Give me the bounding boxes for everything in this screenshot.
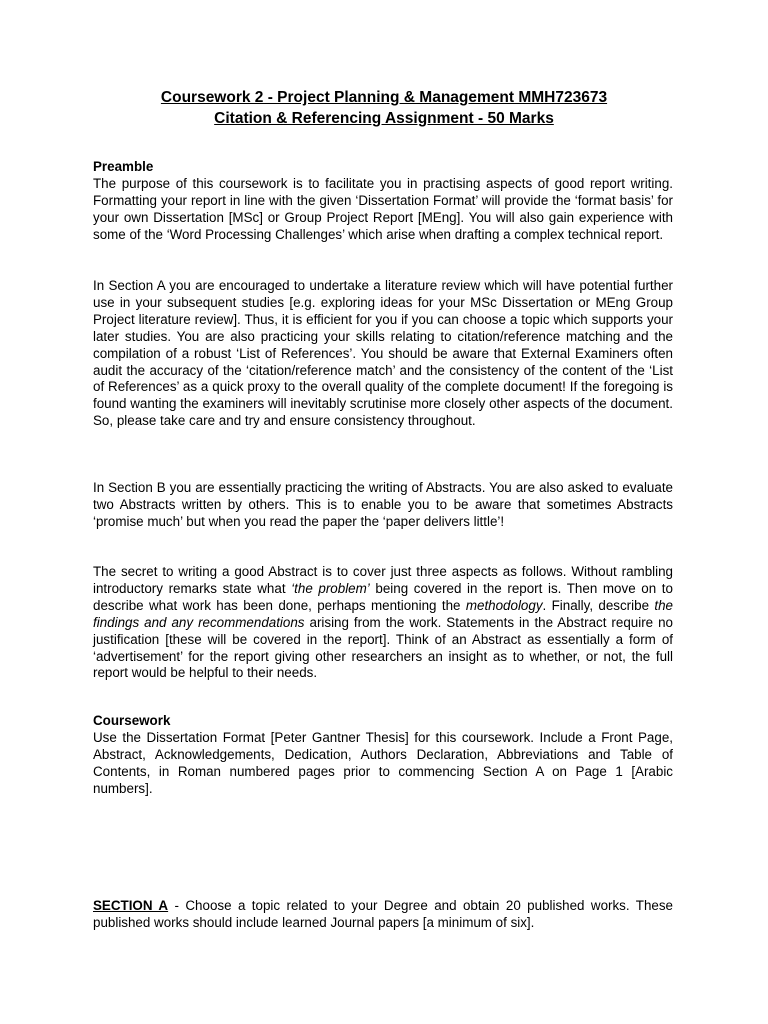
coursework-paragraph: Use the Dissertation Format [Peter Gantner Thesis] for this coursework. Include a Front Page, Abstract, Acknowledgements, Dedication, Authors Declaration, Abbreviations and Table of Contents, in Roman numbered pages prior to commencing Section A on Page 1 [Arabic numbers]. (93, 729, 673, 796)
document-title: Coursework 2 - Project Planning & Management MMH723673 (160, 89, 608, 106)
preamble-paragraph-2: In Section A you are encouraged to undertake a literature review which will have potential further use in your subsequent studies [e.g. exploring ideas for your MSc Dissertation or MEng Group Project literature review]. Thus, it is efficient for you if you can choose a topic which supports your later studies. You are also practicing your skills relating to citation/reference matching and the compilation of a robust ‘List of References’. You should be aware that External Examiners often audit the accuracy of the ‘citation/reference match’ and the consistency of the content of the ‘List of References’ as a quick proxy to the overall quality of the complete document! If the foregoing is found wanting the examiners will inevitably scrutinise more closely other aspects of the document. So, please take care and try and ensure consistency throughout. (93, 278, 673, 429)
section-a-label: SECTION A (93, 898, 169, 913)
p4-text-3: . Finally, describe (542, 597, 655, 613)
preamble-heading: Preamble (93, 159, 154, 174)
p4-emphasis-findings: the findings and any recommendations (93, 597, 673, 630)
coursework-section (93, 713, 673, 798)
p4-text-1: The secret to writing a good Abstract is to cover just three aspects as follows. Without rambling introductory remarks state what (93, 564, 673, 596)
section-a-text: - Choose a topic related to your Degree and obtain 20 published works. These published works should include learned Journal papers [a minimum of six]. (93, 898, 673, 930)
preamble-paragraph-1: The purpose of this coursework is to facilitate you in practising aspects of good report writing. Formatting your report in line with the given ‘Dissertation Format’ will provide the ‘format basis’ for your own Dissertation [MSc] or Group Project Report [MEng]. You will also gain experience with some of the ‘Word Processing Challenges’ which arise when drafting a complex technical report. (93, 175, 673, 242)
preamble-paragraph-4 (93, 564, 673, 682)
preamble-paragraph-4-block (93, 564, 673, 682)
p4-emphasis-methodology: methodology (465, 597, 543, 613)
coursework-heading: Coursework (93, 713, 171, 728)
preamble-paragraph-3: In Section B you are essentially practicing the writing of Abstracts. You are also asked to evaluate two Abstracts written by others. This is to enable you to be aware that sometimes Abstracts ‘promise much’ but when you read the paper the ‘paper delivers little’! (93, 480, 673, 529)
preamble-paragraph-3-block (93, 480, 673, 531)
section-a-paragraph (93, 898, 673, 932)
p4-text-2: being covered in the report is. Then move on to describe what work has been done, perhaps mentioning the (93, 580, 673, 613)
p4-emphasis-problem: ‘the problem’ (291, 580, 370, 596)
preamble-paragraph-2-block (93, 278, 673, 430)
p4-text-4: arising from the work. Statements in the Abstract require no justification [these will be covered in the report]. Think of an Abstract as essentially a form of ‘advertisement’ for the report giving other researchers an insight as to whether, or not, the full report would be helpful to their needs. (93, 614, 673, 681)
document-subtitle: Citation & Referencing Assignment - 50 Marks (214, 110, 554, 127)
section-a-block (93, 898, 673, 932)
preamble-section (93, 159, 673, 244)
